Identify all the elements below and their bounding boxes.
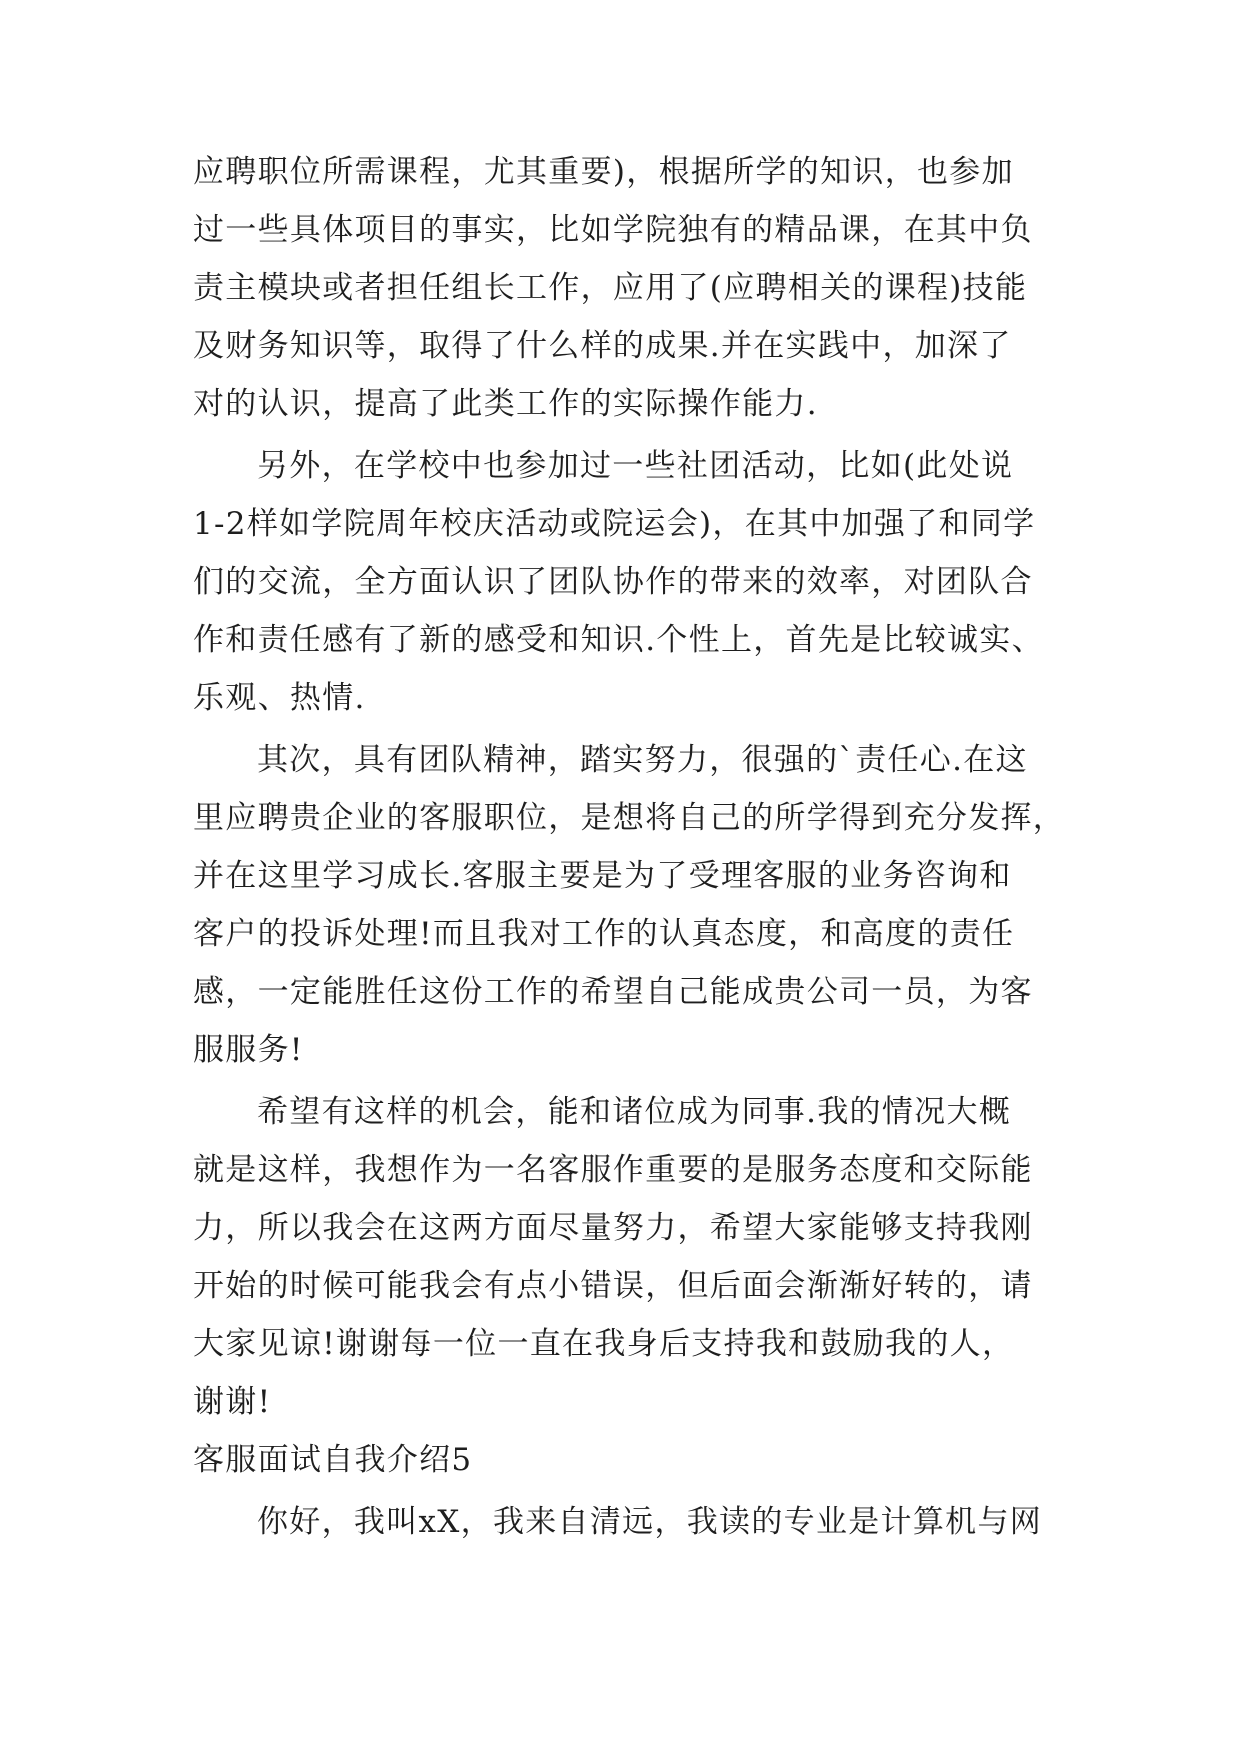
text-line: 责主模块或者担任组长工作，应用了(应聘相关的课程)技能 (193, 270, 1028, 306)
text-line: 希望有这样的机会，能和诸位成为同事.我的情况大概 (257, 1094, 1012, 1130)
text-line: 及财务知识等，取得了什么样的成果.并在实践中，加深了 (193, 328, 1012, 364)
text-line: 其次，具有团队精神，踏实努力，很强的`责任心.在这 (257, 742, 1028, 778)
text-line: 开始的时候可能我会有点小错误，但后面会渐渐好转的，请 (193, 1268, 1033, 1304)
text-line: 并在这里学习成长.客服主要是为了受理客服的业务咨询和 (193, 858, 1012, 894)
text-line: 力，所以我会在这两方面尽量努力，希望大家能够支持我刚 (193, 1210, 1033, 1246)
text-line: 就是这样，我想作为一名客服作重要的是服务态度和交际能 (193, 1152, 1033, 1188)
text-line: 1-2样如学院周年校庆活动或院运会)，在其中加强了和同学 (193, 506, 1036, 542)
text-line: 客户的投诉处理!而且我对工作的认真态度，和高度的责任 (193, 916, 1015, 952)
text-line: 大家见谅!谢谢每一位一直在我身后支持我和鼓励我的人， (193, 1326, 1015, 1362)
text-line: 对的认识，提高了此类工作的实际操作能力. (193, 386, 818, 422)
text-line: 另外，在学校中也参加过一些社团活动，比如(此处说 (257, 448, 1014, 484)
text-line: 服服务! (193, 1032, 304, 1068)
text-line: 谢谢! (193, 1384, 272, 1420)
text-line: 应聘职位所需课程，尤其重要)，根据所学的知识，也参加 (193, 154, 1014, 190)
section-heading: 客服面试自我介绍5 (193, 1442, 473, 1478)
text-line: 乐观、热情. (193, 680, 366, 716)
text-line: 作和责任感有了新的感受和知识.个性上，首先是比较诚实、 (193, 622, 1044, 658)
text-line: 过一些具体项目的事实，比如学院独有的精品课，在其中负 (193, 212, 1033, 248)
text-line: 们的交流，全方面认识了团队协作的带来的效率，对团队合 (193, 564, 1033, 600)
text-line: 里应聘贵企业的客服职位，是想将自己的所学得到充分发挥， (193, 800, 1066, 836)
text-line: 你好，我叫xX，我来自清远，我读的专业是计算机与网 (257, 1504, 1043, 1540)
text-line: 感，一定能胜任这份工作的希望自己能成贵公司一员，为客 (193, 974, 1033, 1010)
